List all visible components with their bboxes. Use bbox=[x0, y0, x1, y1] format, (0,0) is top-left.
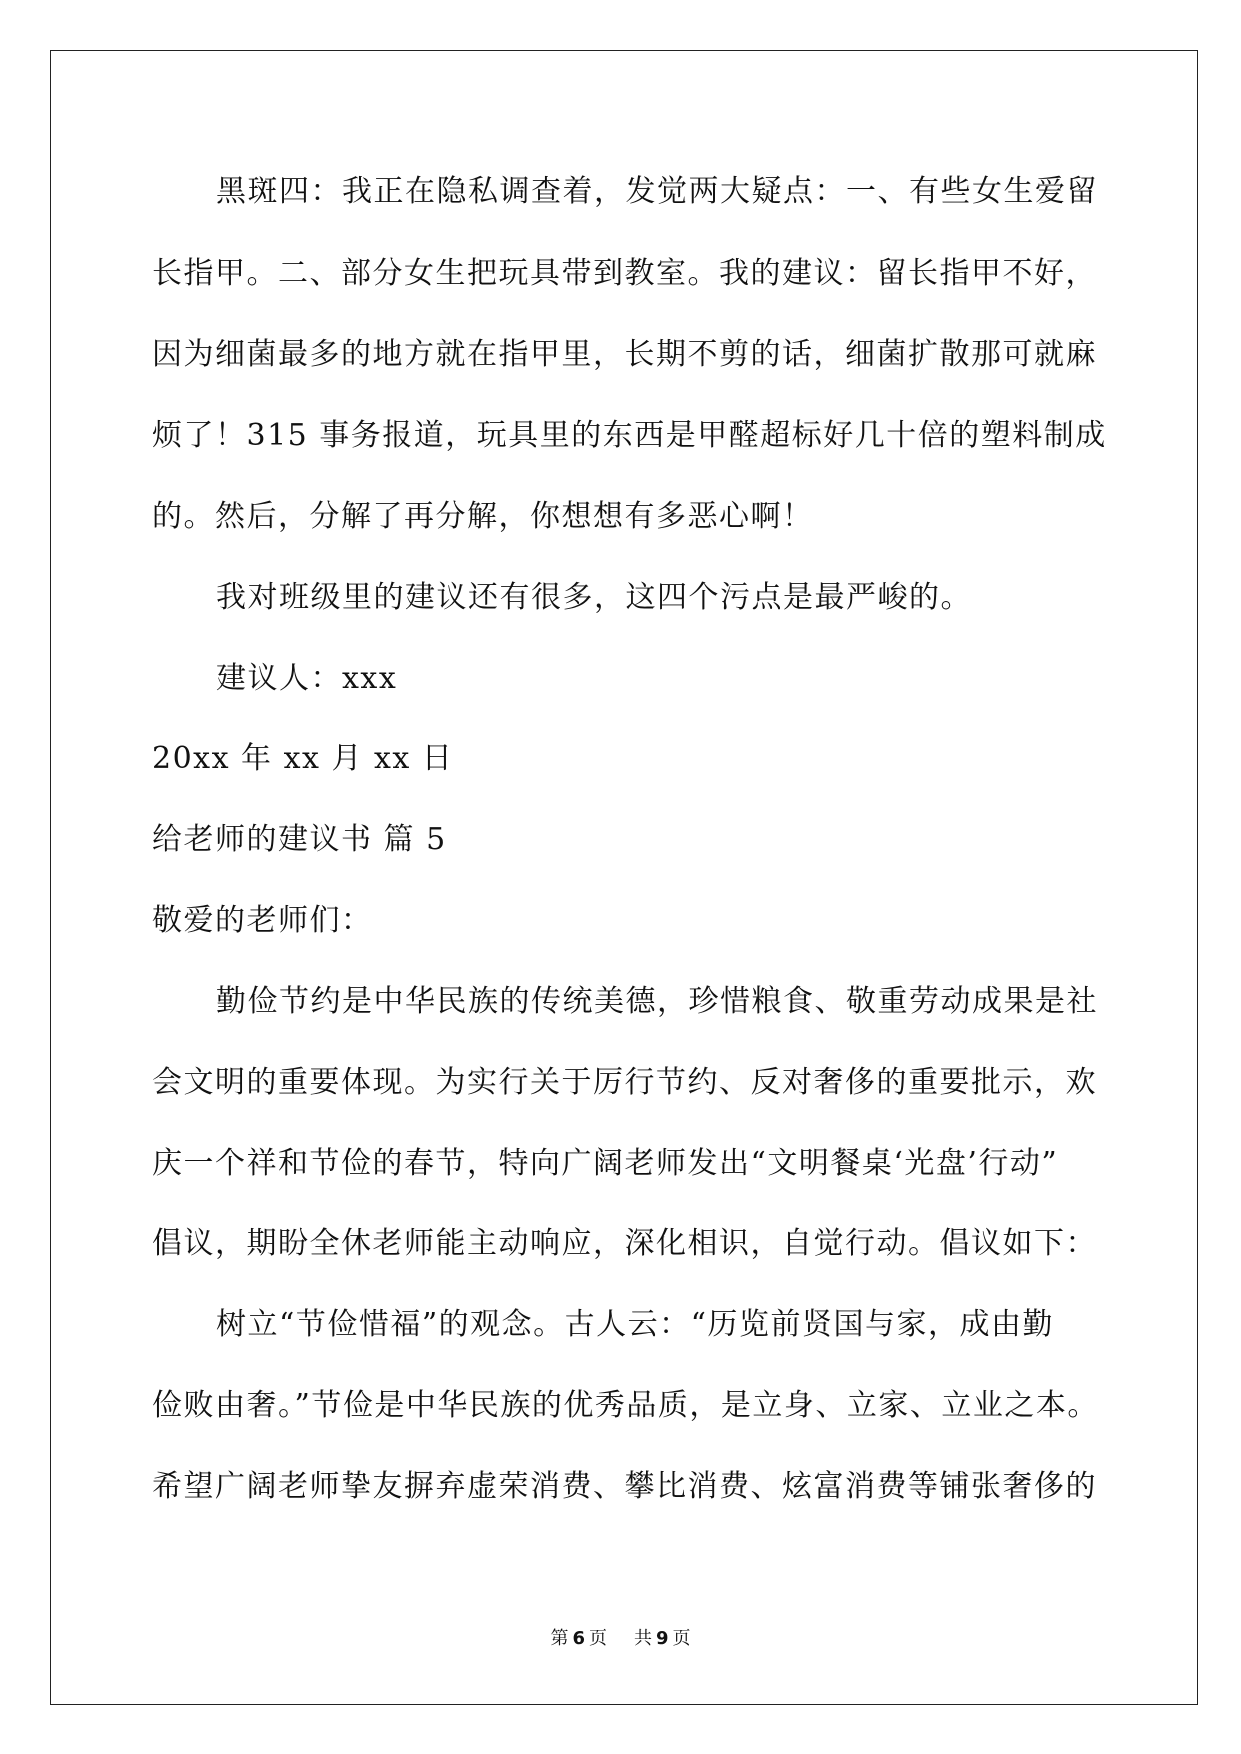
page-border bbox=[50, 50, 1198, 1705]
paragraph-line: 我对班级里的建议还有很多，这四个污点是最严峻的。 bbox=[216, 580, 972, 615]
page-prefix: 第 bbox=[550, 1628, 569, 1649]
section-title: 给老师的建议书 篇 5 bbox=[152, 822, 447, 857]
page-footer bbox=[0, 1628, 1241, 1650]
total-suffix: 页 bbox=[672, 1628, 691, 1649]
total-page-number: 9 bbox=[655, 1628, 669, 1649]
paragraph-line: 会文明的重要体现。为实行关于厉行节约、反对奢侈的重要批示，欢 bbox=[152, 1065, 1097, 1100]
signer-line: 建议人：xxx bbox=[216, 661, 398, 696]
paragraph-line: 倡议，期盼全休老师能主动响应，深化相识，自觉行动。倡议如下： bbox=[152, 1226, 1097, 1261]
paragraph-line: 俭败由奢。”节俭是中华民族的优秀品质，是立身、立家、立业之本。 bbox=[152, 1388, 1099, 1423]
paragraph-line: 因为细菌最多的地方就在指甲里，长期不剪的话，细菌扩散那可就麻 bbox=[152, 337, 1097, 372]
paragraph-line: 庆一个祥和节俭的春节，特向广阔老师发出“文明餐桌‘光盘’行动” bbox=[152, 1146, 1059, 1181]
total-prefix: 共 bbox=[633, 1628, 652, 1649]
paragraph-line: 黑斑四：我正在隐私调查着，发觉两大疑点：一、有些女生爱留 bbox=[216, 174, 1098, 209]
paragraph-line: 烦了！315 事务报道，玩具里的东西是甲醛超标好几十倍的塑料制成 bbox=[152, 418, 1107, 453]
current-page-number: 6 bbox=[572, 1628, 586, 1649]
page-suffix: 页 bbox=[589, 1628, 608, 1649]
salutation: 敬爱的老师们： bbox=[152, 903, 373, 938]
paragraph-line: 的。然后，分解了再分解，你想想有多恶心啊！ bbox=[152, 499, 814, 534]
paragraph-line: 树立“节俭惜福”的观念。古人云：“历览前贤国与家，成由勤 bbox=[216, 1307, 1055, 1342]
paragraph-line: 希望广阔老师挚友摒弃虚荣消费、攀比消费、炫富消费等铺张奢侈的 bbox=[152, 1469, 1097, 1504]
date-line: 20xx 年 xx 月 xx 日 bbox=[152, 741, 454, 776]
paragraph-line: 勤俭节约是中华民族的传统美德，珍惜粮食、敬重劳动成果是社 bbox=[216, 984, 1098, 1019]
paragraph-line: 长指甲。二、部分女生把玩具带到教室。我的建议：留长指甲不好， bbox=[152, 256, 1097, 291]
